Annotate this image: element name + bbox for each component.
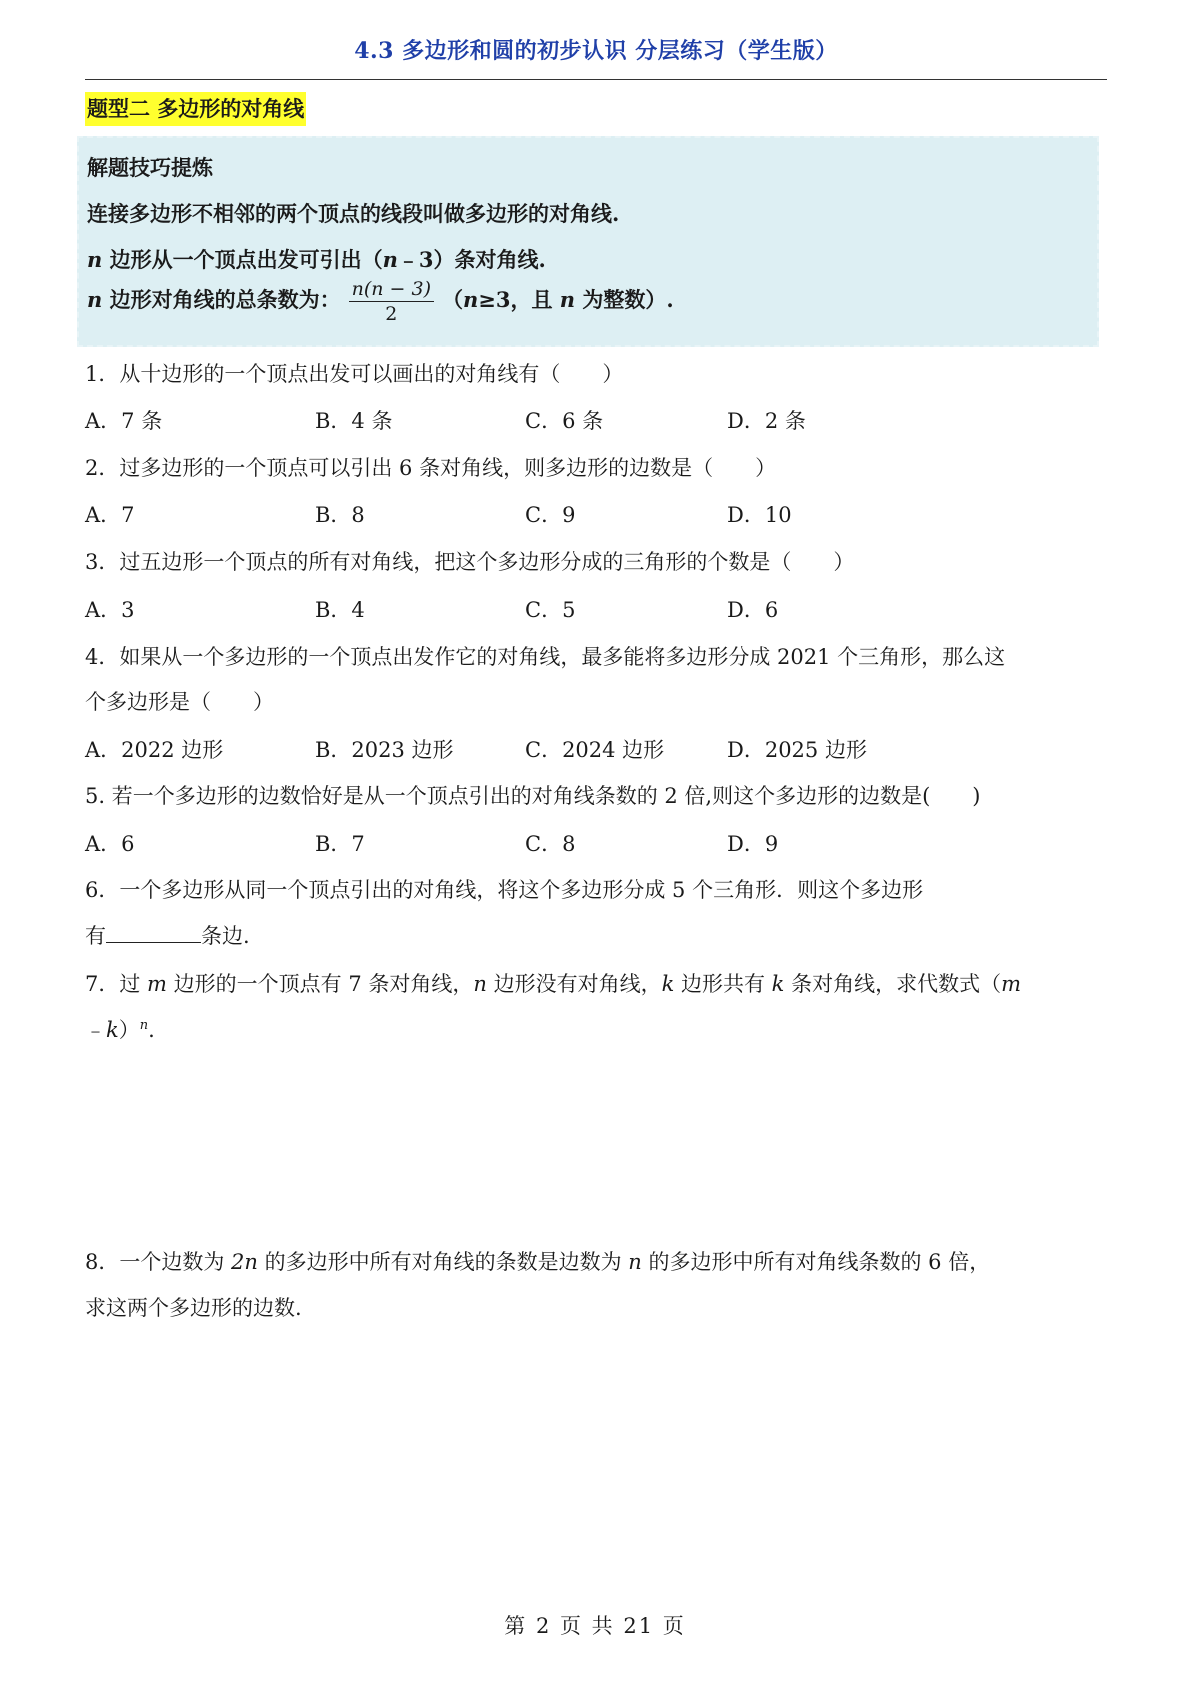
q1-option-c: C．6 条 [525,409,604,433]
tips-line-3-cond: ≥3，且 [478,287,560,312]
q5-option-d: D．9 [727,832,779,856]
section-title: 题型二 多边形的对角线 [85,92,306,126]
question-8-line-1: 8．一个边数为 2n 的多边形中所有对角线的条数是边数为 n 的多边形中所有对角线条数的 6 倍， [85,1250,991,1274]
q1-option-a: A．7 条 [85,409,163,433]
q5-option-b: B．7 [315,832,365,856]
q3-option-a: A．3 [85,598,135,622]
tips-line-2-mid: 边形从一个顶点出发可引出（ [102,247,383,272]
var-n: n [462,287,479,312]
q4-option-a: A．2022 边形 [85,738,224,762]
question-7-line-1: 7．过 m 边形的一个顶点有 7 条对角线，n 边形没有对角线，k 边形共有 k 条对角线，求代数式（m [85,972,1022,996]
tips-line-3-end: 为整数）. [575,287,674,312]
var-n: n [382,247,398,272]
header-divider [85,79,1107,80]
tips-line-3 [87,278,674,325]
q5-option-a: A．6 [85,832,135,856]
question-8-line-2: 求这两个多边形的边数. [85,1296,302,1320]
q1-option-d: D．2 条 [727,409,806,433]
tips-line-2-end: ﹣3）条对角线. [397,247,546,272]
fraction-numerator: n(n − 3) [349,278,434,302]
q2-option-c: C．9 [525,503,576,527]
q4-option-b: B．2023 边形 [315,738,454,762]
page-footer: 第 2 页 共 21 页 [504,1614,686,1638]
question-4-line-2: 个多边形是（ ） [85,690,274,714]
q5-option-c: C．8 [525,832,576,856]
tips-line-1: 连接多边形不相邻的两个顶点的线段叫做多边形的对角线. [87,201,620,226]
question-4-line-1: 4．如果从一个多边形的一个顶点出发作它的对角线，最多能将多边形分成 2021 个三角形，那么这 [85,645,1006,669]
question-2: 2．过多边形的一个顶点可以引出 6 条对角线，则多边形的边数是（ ） [85,456,777,480]
page-title: 4.3 多边形和圆的初步认识 分层练习（学生版） [354,38,838,64]
question-1: 1．从十边形的一个顶点出发可以画出的对角线有（ ） [85,362,624,386]
tips-line-3-after: （ [441,287,463,312]
answer-blank[interactable] [106,924,201,943]
question-3: 3．过五边形一个顶点的所有对角线，把这个多边形分成的三角形的个数是（ ） [85,550,855,574]
q1-option-b: B．4 条 [315,409,393,433]
q2-option-d: D．10 [727,503,792,527]
var-n: n [87,247,103,272]
q4-option-c: C．2024 边形 [525,738,665,762]
tips-box [77,136,1099,347]
diagonal-formula-fraction [349,278,434,325]
q3-option-c: C．5 [525,598,576,622]
q3-option-b: B．4 [315,598,365,622]
q3-option-d: D．6 [727,598,779,622]
tips-line-3-mid: 边形对角线的总条数为： [102,287,341,312]
var-n: n [559,287,576,312]
q4-option-d: D．2025 边形 [727,738,867,762]
tips-line-2 [87,244,546,274]
question-5: 5. 若一个多边形的边数恰好是从一个顶点引出的对角线条数的 2 倍,则这个多边形的边数是( ) [85,784,981,808]
q2-option-b: B．8 [315,503,365,527]
tips-heading: 解题技巧提炼 [87,155,213,180]
question-7-line-2: ﹣k）$^n$. [85,1018,155,1042]
fraction-denominator: 2 [385,303,398,325]
var-n: n [87,287,103,312]
question-6-line-1: 6．一个多边形从同一个顶点引出的对角线，将这个多边形分成 5 个三角形．则这个多边形 [85,878,924,902]
question-6-line-2: 有 条边. [85,924,250,948]
q2-option-a: A．7 [85,503,135,527]
